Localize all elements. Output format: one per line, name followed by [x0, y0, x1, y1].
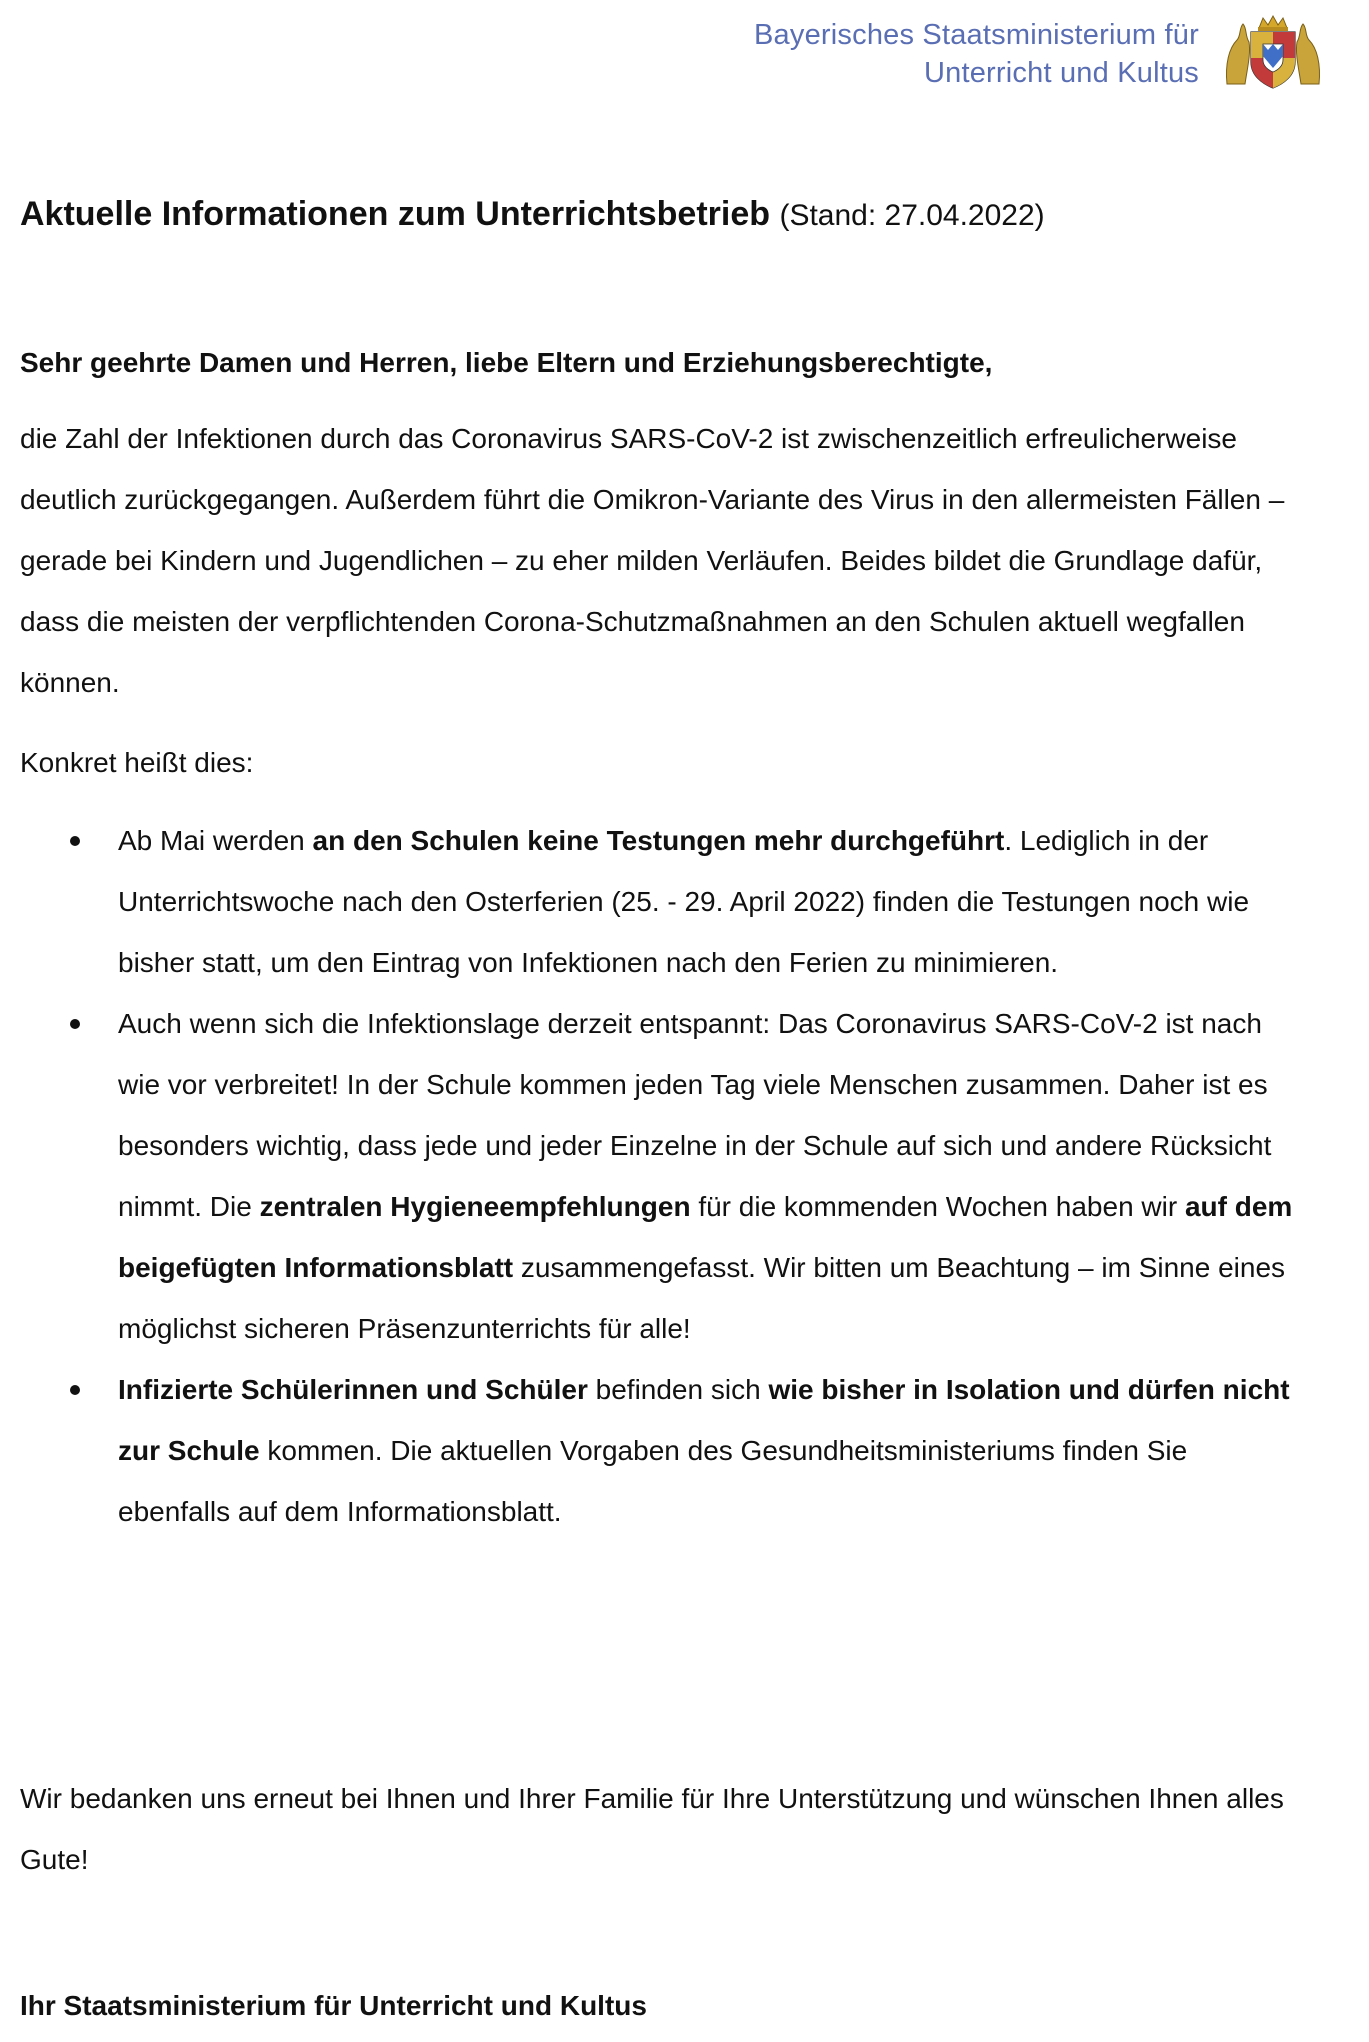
bullet-emphasis: auf dem beigefügten Informationsblatt [118, 1191, 1293, 1283]
bullet-icon [70, 836, 80, 846]
bullet-icon [70, 1019, 80, 1029]
bullet-emphasis: zentralen Hygieneempfehlungen [259, 1191, 691, 1222]
bavarian-coat-of-arms-icon [1223, 14, 1323, 92]
salutation: Sehr geehrte Damen und Herren, liebe Eltern und Erziehungsberechtigte, [20, 347, 993, 378]
signature: Ihr Staatsministerium für Unterricht und Kultus [20, 1990, 647, 2021]
list-item [64, 1359, 1304, 1542]
bullet-emphasis: an den Schulen keine Testungen mehr durchgeführt [312, 825, 1005, 856]
title-main: Aktuelle Informationen zum Unterrichtsbetrieb [20, 195, 770, 233]
bullet-icon [70, 1385, 80, 1395]
measures-list [64, 810, 1304, 1542]
ministry-name-line1: Bayerisches Staatsministerium für [754, 19, 1199, 51]
ministry-header [754, 16, 1199, 92]
document-title [20, 190, 1045, 240]
bullet-emphasis: Infizierte Schülerinnen und Schüler [118, 1374, 588, 1405]
bullet-text: Auch wenn sich die Infektionslage derzeit entspannt: Das Coronavirus SARS-CoV-2 ist nach wie vor verbreitet! In der Schule kommen jeden Tag viele Menschen zusammen. Daher ist es besonders wichtig, dass jede und jeder Einzelne in der Schule auf sich und andere Rücksicht nimmt. Die [118, 1008, 1272, 1222]
title-date: (Stand: 27.04.2022) [779, 199, 1045, 232]
list-item [64, 993, 1304, 1359]
bullet-text: befinden sich [587, 1374, 769, 1405]
closing-paragraph: Wir bedanken uns erneut bei Ihnen und Ihrer Familie für Ihre Unterstützung und wünschen Ihnen alles Gute! [20, 1783, 1284, 1875]
bullet-text: . Lediglich in der Unterrichtswoche nach den Osterferien (25. - 29. April 2022) finden die Testungen noch wie bisher statt, um den Eintrag von Infektionen nach den Ferien zu minimieren. [118, 825, 1250, 978]
bullet-text: für die kommenden Wochen haben wir [690, 1191, 1185, 1222]
bullet-text: Ab Mai werden [118, 825, 313, 856]
bullet-text: kommen. Die aktuellen Vorgaben des Gesundheitsministeriums finden Sie ebenfalls auf dem Informationsblatt. [118, 1435, 1188, 1527]
bullet-emphasis: wie bisher in Isolation und dürfen nicht zur Schule [118, 1374, 1290, 1466]
concrete-lead: Konkret heißt dies: [20, 747, 254, 778]
list-item [64, 810, 1304, 993]
intro-paragraph: die Zahl der Infektionen durch das Coronavirus SARS-CoV-2 ist zwischenzeitlich erfreulicherweise deutlich zurückgegangen. Außerdem führt die Omikron-Variante des Virus in den allermeisten Fällen – gerade bei Kindern und Jugendlichen – zu eher milden Verläufen. Beides bildet die Grundlage dafür, dass die meisten der verpflichtenden Corona-Schutzmaßnahmen an den Schulen aktuell wegfallen können. [20, 423, 1285, 698]
ministry-name-line2: Unterricht und Kultus [924, 57, 1199, 89]
bullet-text: zusammengefasst. Wir bitten um Beachtung – im Sinne eines möglichst sicheren Präsenzunterrichts für alle! [118, 1252, 1286, 1344]
